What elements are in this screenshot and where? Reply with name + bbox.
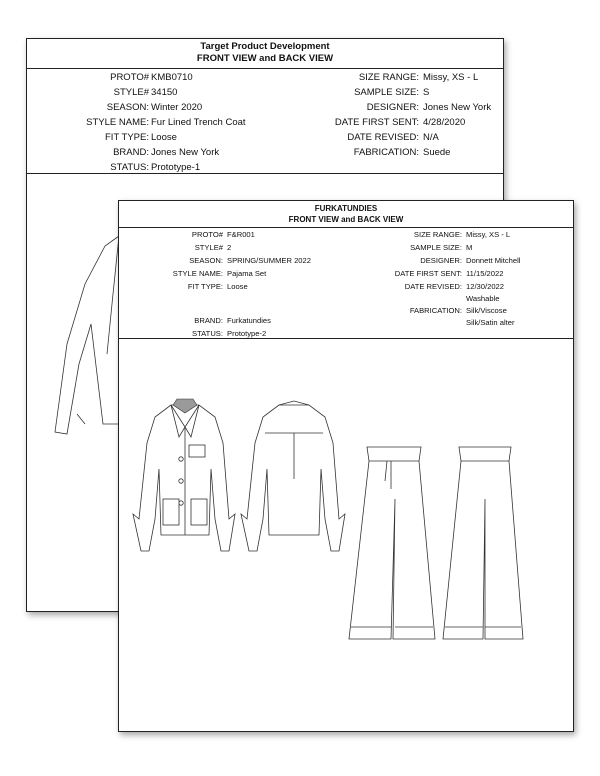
field-proto: PROTO# F&R001 — [191, 230, 255, 239]
spec-sheet-front — [118, 200, 574, 732]
field-size-range: SIZE RANGE: Missy, XS - L — [358, 72, 479, 83]
pants-back-sketch — [443, 447, 523, 639]
field-season: SEASON: SPRING/SUMMER 2022 — [189, 256, 311, 265]
shirt-front-sketch — [133, 399, 235, 551]
coat-cuff — [77, 414, 85, 424]
sheet-header — [27, 39, 503, 69]
field-size-range: SIZE RANGE: Missy, XS - L — [413, 230, 511, 239]
spec-fields — [119, 228, 573, 339]
field-brand: BRAND: Jones New York — [113, 147, 220, 158]
shirt-chest-pocket — [189, 445, 205, 457]
field-style: STYLE# 2 — [194, 243, 232, 252]
field-fabrication-note-top: Washable — [466, 294, 500, 303]
sketch-area — [119, 339, 573, 730]
field-proto: PROTO# KMB0710 — [110, 72, 193, 83]
field-style-name: STYLE NAME: Fur Lined Trench Coat — [86, 117, 246, 128]
field-status: STATUS: Prototype-1 — [110, 162, 201, 173]
field-date-first-sent: DATE FIRST SENT: 4/28/2020 — [334, 117, 466, 128]
shirt-pocket-right — [191, 499, 207, 525]
field-style-name: STYLE NAME: Pajama Set — [172, 269, 267, 278]
field-brand: BRAND: Furkatundies — [194, 316, 271, 325]
field-style: STYLE# 34150 — [113, 87, 178, 98]
shirt-pocket-left — [163, 499, 179, 525]
field-status: STATUS: Prototype-2 — [192, 329, 267, 338]
shirt-back-collar — [279, 401, 309, 405]
coat-sleeve — [55, 236, 119, 434]
field-date-revised: DATE REVISED: 12/30/2022 — [404, 282, 505, 291]
shirt-button — [179, 501, 183, 505]
pajama-set-sketches — [119, 339, 573, 730]
sheet-subtitle: FRONT VIEW and BACK VIEW — [196, 53, 334, 64]
field-sample-size: SAMPLE SIZE: M — [410, 243, 473, 252]
field-designer: DESIGNER: Donnett Mitchell — [420, 256, 521, 265]
sheet-title: Target Product Development — [200, 41, 330, 52]
shirt-back-sketch — [241, 401, 345, 551]
field-fabrication: FABRICATION: Silk/Viscose — [409, 306, 507, 315]
spec-fields — [27, 69, 503, 174]
field-designer: DESIGNER: Jones New York — [366, 102, 492, 113]
sheet-subtitle: FRONT VIEW and BACK VIEW — [288, 215, 404, 224]
pants-front-sketch — [349, 447, 435, 639]
sheet-header — [119, 201, 573, 228]
field-season: SEASON: Winter 2020 — [106, 102, 203, 113]
field-date-first-sent: DATE FIRST SENT: 11/15/2022 — [394, 269, 504, 278]
field-fabrication: FABRICATION: Suede — [353, 147, 451, 158]
field-sample-size: SAMPLE SIZE: S — [354, 87, 430, 98]
field-fabrication-note-bottom: Silk/Satin alter — [466, 318, 515, 327]
sheet-title: FURKATUNDIES — [314, 204, 378, 213]
shirt-button — [179, 457, 183, 461]
field-fit-type: FIT TYPE: Loose — [105, 132, 177, 143]
field-date-revised: DATE REVISED: N/A — [347, 132, 439, 143]
shirt-button — [179, 479, 183, 483]
field-fit-type: FIT TYPE: Loose — [187, 282, 248, 291]
